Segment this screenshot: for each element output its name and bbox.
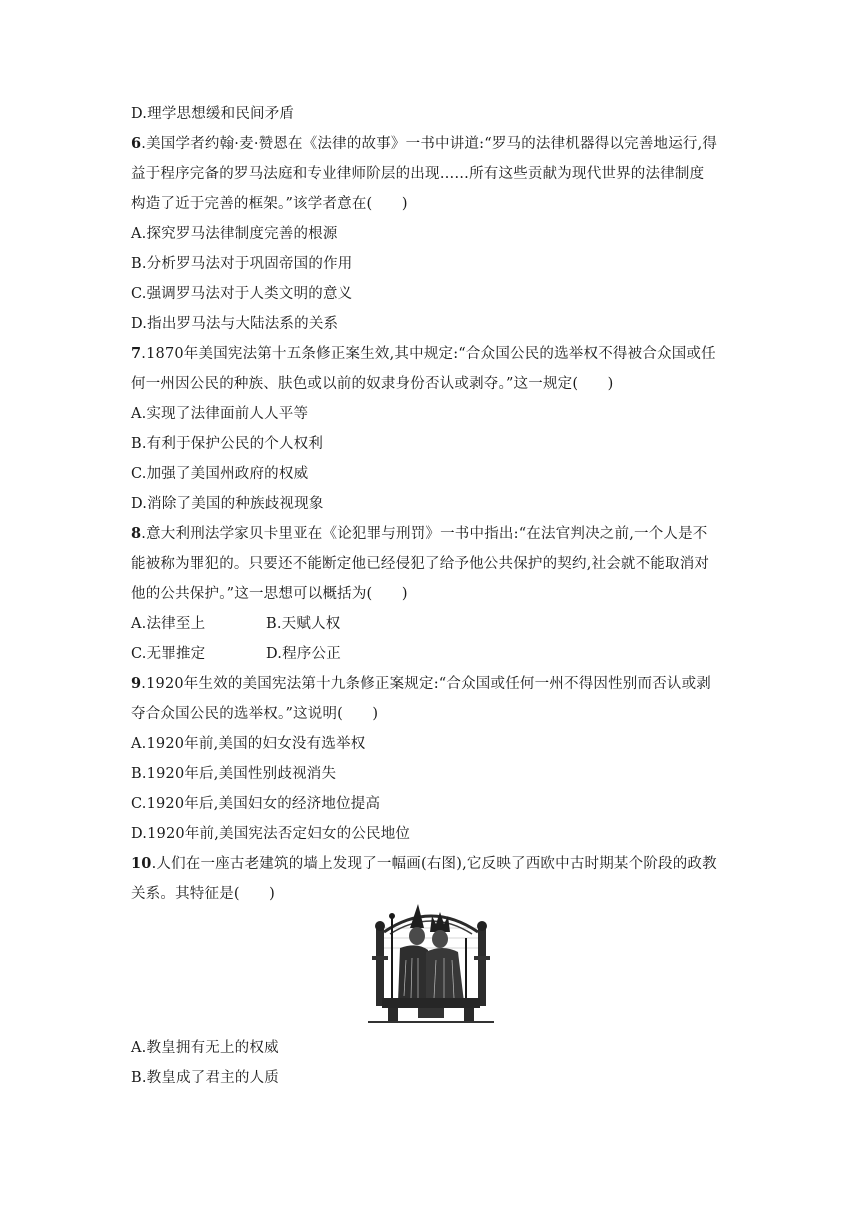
q9-option-c: C.1920年后,美国妇女的经济地位提高 bbox=[131, 796, 381, 812]
q9-stem-line1 bbox=[131, 674, 711, 694]
q10-number: 10 bbox=[131, 855, 152, 872]
q8-stem-line1 bbox=[131, 524, 708, 544]
q6-option-c: C.强调罗马法对于人类文明的意义 bbox=[131, 286, 353, 302]
q10-option-b: B.教皇成了君主的人质 bbox=[131, 1070, 279, 1086]
q10-stem-text1: .人们在一座古老建筑的墙上发现了一幅画(右图),它反映了西欧中古时期某个阶段的政教 bbox=[151, 856, 717, 872]
q10-illustration bbox=[362, 898, 500, 1026]
q8-option-d: D.程序公正 bbox=[266, 646, 341, 662]
q7-option-c: C.加强了美国州政府的权威 bbox=[131, 466, 309, 482]
q9-stem-text1: .1920年生效的美国宪法第十九条修正案规定:“合众国或任何一州不得因性别而否认或剥 bbox=[141, 676, 712, 692]
q5-option-d: D.理学思想缓和民间矛盾 bbox=[131, 106, 295, 122]
q8-option-a: A.法律至上 bbox=[131, 616, 206, 632]
q6-stem-text1: .美国学者约翰·麦·赞恩在《法律的故事》一书中讲道:“罗马的法律机器得以完善地运行,得 bbox=[141, 136, 718, 152]
q8-options-row1 bbox=[131, 614, 341, 634]
q9-option-b: B.1920年后,美国性别歧视消失 bbox=[131, 766, 337, 782]
q9-option-a: A.1920年前,美国的妇女没有选举权 bbox=[131, 736, 366, 752]
q10-stem-line1 bbox=[131, 854, 717, 874]
q7-option-a: A.实现了法律面前人人平等 bbox=[131, 406, 309, 422]
q8-number: 8 bbox=[131, 525, 142, 542]
q8-stem-line2: 能被称为罪犯的。只要还不能断定他已经侵犯了给予他公共保护的契约,社会就不能取消对 bbox=[131, 556, 710, 572]
q8-stem-line3: 他的公共保护。”这一思想可以概括为( ) bbox=[131, 586, 408, 602]
q9-option-d: D.1920年前,美国宪法否定妇女的公民地位 bbox=[131, 826, 411, 842]
q8-options-row2 bbox=[131, 644, 341, 664]
q6-number: 6 bbox=[131, 135, 142, 152]
q7-option-d: D.消除了美国的种族歧视现象 bbox=[131, 496, 324, 512]
woodcut-image bbox=[362, 898, 500, 1026]
q9-number: 9 bbox=[131, 675, 142, 692]
q7-stem-line2: 何一州因公民的种族、肤色或以前的奴隶身份否认或剥夺。”这一规定( ) bbox=[131, 376, 614, 392]
q8-stem-text1: .意大利刑法学家贝卡里亚在《论犯罪与刑罚》一书中指出:“在法官判决之前,一个人是不 bbox=[141, 526, 708, 542]
q6-stem-line2: 益于程序完备的罗马法庭和专业律师阶层的出现……所有这些贡献为现代世界的法律制度 bbox=[131, 166, 705, 182]
q7-stem-text1: .1870年美国宪法第十五条修正案生效,其中规定:“合众国公民的选举权不得被合众国或任 bbox=[141, 346, 716, 362]
q7-number: 7 bbox=[131, 345, 142, 362]
q6-option-b: B.分析罗马法对于巩固帝国的作用 bbox=[131, 256, 353, 272]
q6-option-a: A.探究罗马法律制度完善的根源 bbox=[131, 226, 338, 242]
q10-option-a: A.教皇拥有无上的权威 bbox=[131, 1040, 279, 1056]
q7-option-b: B.有利于保护公民的个人权利 bbox=[131, 436, 324, 452]
q6-stem-line1 bbox=[131, 134, 717, 154]
q8-option-c: C.无罪推定 bbox=[131, 646, 206, 662]
q7-stem-line1 bbox=[131, 344, 716, 364]
q10-stem-line2: 关系。其特征是( ) bbox=[131, 886, 276, 902]
q8-option-b: B.天赋人权 bbox=[266, 616, 341, 632]
q9-stem-line2: 夺合众国公民的选举权。”这说明( ) bbox=[131, 706, 379, 722]
q6-stem-line3: 构造了近于完善的框架。”该学者意在( ) bbox=[131, 196, 408, 212]
q6-option-d: D.指出罗马法与大陆法系的关系 bbox=[131, 316, 339, 332]
